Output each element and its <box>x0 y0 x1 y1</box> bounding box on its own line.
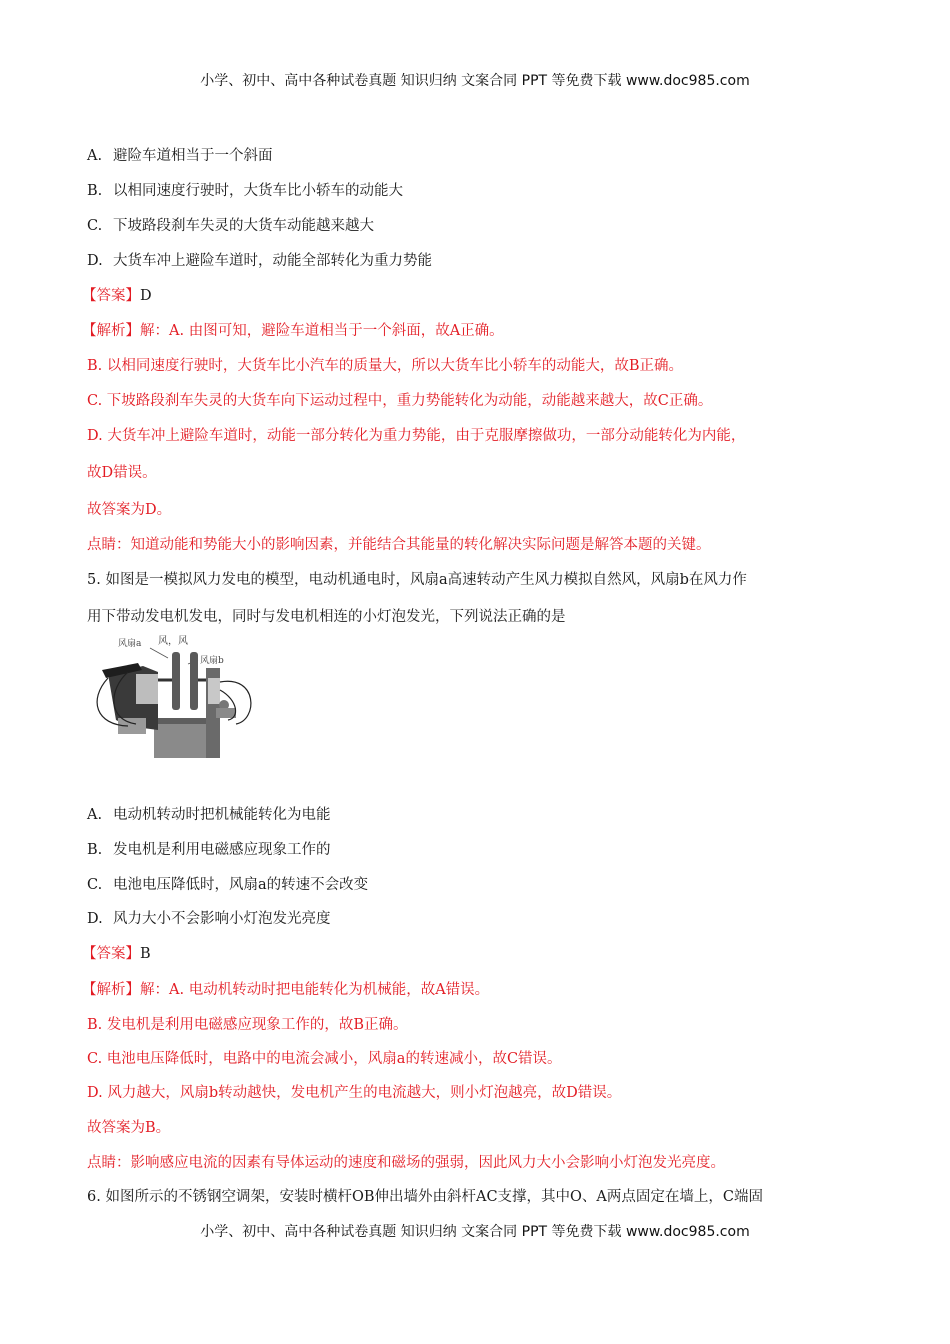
option-letter: B. <box>87 183 103 199</box>
page-footer: 小学、初中、高中各种试卷真题 知识归纳 文案合同 PPT 等免费下载 www.doc985.com <box>200 1224 750 1240</box>
option-letter: A. <box>87 807 103 823</box>
option-text: 大货车冲上避险车道时，动能全部转化为重力势能 <box>113 253 432 269</box>
analysis-text: 解：A. 电动机转动时把电能转化为机械能，故A错误。 <box>140 982 490 998</box>
wind-power-model-figure <box>88 630 258 770</box>
wind-generator-illustration <box>88 630 258 770</box>
option-text: 电池电压降低时，风扇a的转速不会改变 <box>113 877 369 893</box>
option-text: 避险车道相当于一个斜面 <box>113 148 273 164</box>
q4-analysis-line-2: B. 以相同速度行驶时，大货车比小汽车的质量大，所以大货车比小轿车的动能大，故B正确。 <box>87 358 684 374</box>
q5-analysis-line-3: C. 电池电压降低时，电路中的电流会减小，风扇a的转速减小，故C错误。 <box>87 1051 562 1067</box>
option-text: 下坡路段刹车失灵的大货车动能越来越大 <box>113 218 374 234</box>
answer-label: 【答案】 <box>82 288 140 304</box>
q5-stem-line-2: 用下带动发电机发电，同时与发电机相连的小灯泡发光，下列说法正确的是 <box>87 609 566 625</box>
q4-option-d <box>87 251 432 271</box>
q5-comment: 点睛：影响感应电流的因素有导体运动的速度和磁场的强弱，因此风力大小会影响小灯泡发光亮度。 <box>87 1155 725 1171</box>
q4-analysis-line-1 <box>82 321 504 341</box>
q5-answer <box>82 944 151 964</box>
q5-option-c <box>87 875 368 895</box>
analysis-text: 解：A. 由图可知，避险车道相当于一个斜面，故A正确。 <box>140 323 504 339</box>
q4-analysis-line-6: 故答案为D。 <box>87 502 172 518</box>
option-letter: D. <box>87 911 103 927</box>
analysis-label: 【解析】 <box>82 323 140 339</box>
answer-value: B <box>140 946 151 962</box>
q4-analysis-line-3: C. 下坡路段刹车失灵的大货车向下运动过程中，重力势能转化为动能，动能越来越大，故C正确。 <box>87 393 713 409</box>
q6-stem-line-1: 6. 如图所示的不锈钢空调架，安装时横杆OB伸出墙外由斜杆AC支撑，其中O、A两点固定在墙上，C端固 <box>87 1189 764 1205</box>
q4-analysis-line-4: D. 大货车冲上避险车道时，动能一部分转化为重力势能，由于克服摩擦做功，一部分动能转化为内能， <box>87 428 746 444</box>
q5-stem-line-1: 5. 如图是一模拟风力发电的模型，电动机通电时，风扇a高速转动产生风力模拟自然风，风扇b在风力作 <box>87 572 747 588</box>
option-text: 风力大小不会影响小灯泡发光亮度 <box>113 911 331 927</box>
option-text: 发电机是利用电磁感应现象工作的 <box>113 842 331 858</box>
q4-analysis-line-5: 故D错误。 <box>87 465 157 481</box>
q4-option-b <box>87 181 403 201</box>
option-letter: C. <box>87 218 103 234</box>
q4-option-c <box>87 216 374 236</box>
q5-option-d <box>87 909 331 929</box>
q4-answer <box>82 286 152 306</box>
q5-analysis-line-4: D. 风力越大，风扇b转动越快，发电机产生的电流越大，则小灯泡越亮，故D错误。 <box>87 1085 622 1101</box>
option-letter: A. <box>87 148 103 164</box>
option-text: 电动机转动时把机械能转化为电能 <box>113 807 331 823</box>
fan-b-label: 风扇b <box>200 656 224 666</box>
page-header: 小学、初中、高中各种试卷真题 知识归纳 文案合同 PPT 等免费下载 www.doc985.com <box>200 73 750 89</box>
q5-analysis-line-1 <box>82 980 489 1000</box>
q5-analysis-line-2: B. 发电机是利用电磁感应现象工作的，故B正确。 <box>87 1017 408 1033</box>
q5-option-a <box>87 805 331 825</box>
fan-a-label: 风扇a <box>118 639 142 649</box>
q5-option-b <box>87 840 331 860</box>
option-letter: C. <box>87 877 103 893</box>
q5-analysis-line-5: 故答案为B。 <box>87 1120 171 1136</box>
q4-comment: 点睛：知道动能和势能大小的影响因素，并能结合其能量的转化解决实际问题是解答本题的关键。 <box>87 537 711 553</box>
answer-label: 【答案】 <box>82 946 140 962</box>
svg-text:风，风: 风，风 <box>158 636 188 647</box>
option-letter: D. <box>87 253 103 269</box>
q4-option-a <box>87 146 273 166</box>
answer-value: D <box>140 288 152 304</box>
option-text: 以相同速度行驶时，大货车比小轿车的动能大 <box>113 183 403 199</box>
analysis-label: 【解析】 <box>82 982 140 998</box>
option-letter: B. <box>87 842 103 858</box>
